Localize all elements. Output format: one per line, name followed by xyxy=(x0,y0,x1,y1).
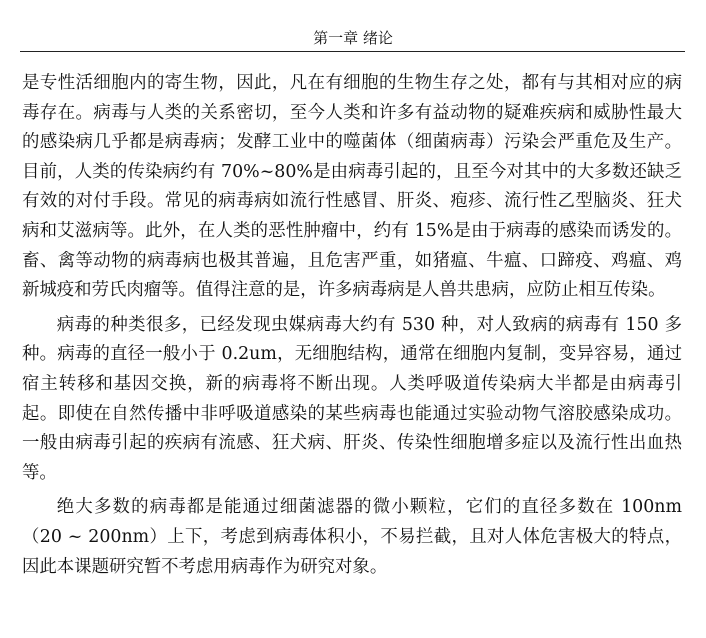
paragraph-2: 病毒的种类很多，已经发现虫媒病毒大约有 530 种，对人致病的病毒有 150 多种。病毒的直径一般小于 0.2um，无细胞结构，通常在细胞内复制，变异容易，通过宿主转移和基因交换，新的病毒将不断出现。人类呼吸道传染病大半都是由病毒引起。即使在自然传播中非呼吸道感染的某些病毒也能通过实验动物气溶胶感染成功。一般由病毒引起的疾病有流感、狂犬病、肝炎、传染性细胞增多症以及流行性出血热等。 xyxy=(22,314,682,483)
document-body xyxy=(22,69,682,587)
page-header xyxy=(20,28,686,48)
header-divider xyxy=(20,51,685,52)
paragraph-3: 绝大多数的病毒都是能通过细菌滤器的微小颗粒，它们的直径多数在 100nm（20 ~ 200nm）上下，考虑到病毒体积小，不易拦截，且对人体危害极大的特点，因此本课题研究暂不考虑用病毒作为研究对象。 xyxy=(22,497,682,577)
paragraph-1: 是专性活细胞内的寄生物，因此，凡在有细胞的生物生存之处，都有与其相对应的病毒存在。病毒与人类的关系密切，至今人类和许多有益动物的疑难疾病和威胁性最大的感染病几乎都是病毒病；发酵工业中的噬菌体（细菌病毒）污染会严重危及生产。目前，人类的传染病约有 70%~80%是由病毒引起的，且至今对其中的大多数还缺乏有效的对付手段。常见的病毒病如流行性感冒、肝炎、疱疹、流行性乙型脑炎、狂犬病和艾滋病等。此外，在人类的恶性肿瘤中，约有 15%是由于病毒的感染而诱发的。畜、禽等动物的病毒病也极其普遍，且危害严重，如猪瘟、牛瘟、口蹄疫、鸡瘟、鸡新城疫和劳氏肉瘤等。值得注意的是，许多病毒病是人兽共患病，应防止相互传染。 xyxy=(22,73,682,301)
chapter-title: 第一章 绪论 xyxy=(313,29,393,47)
